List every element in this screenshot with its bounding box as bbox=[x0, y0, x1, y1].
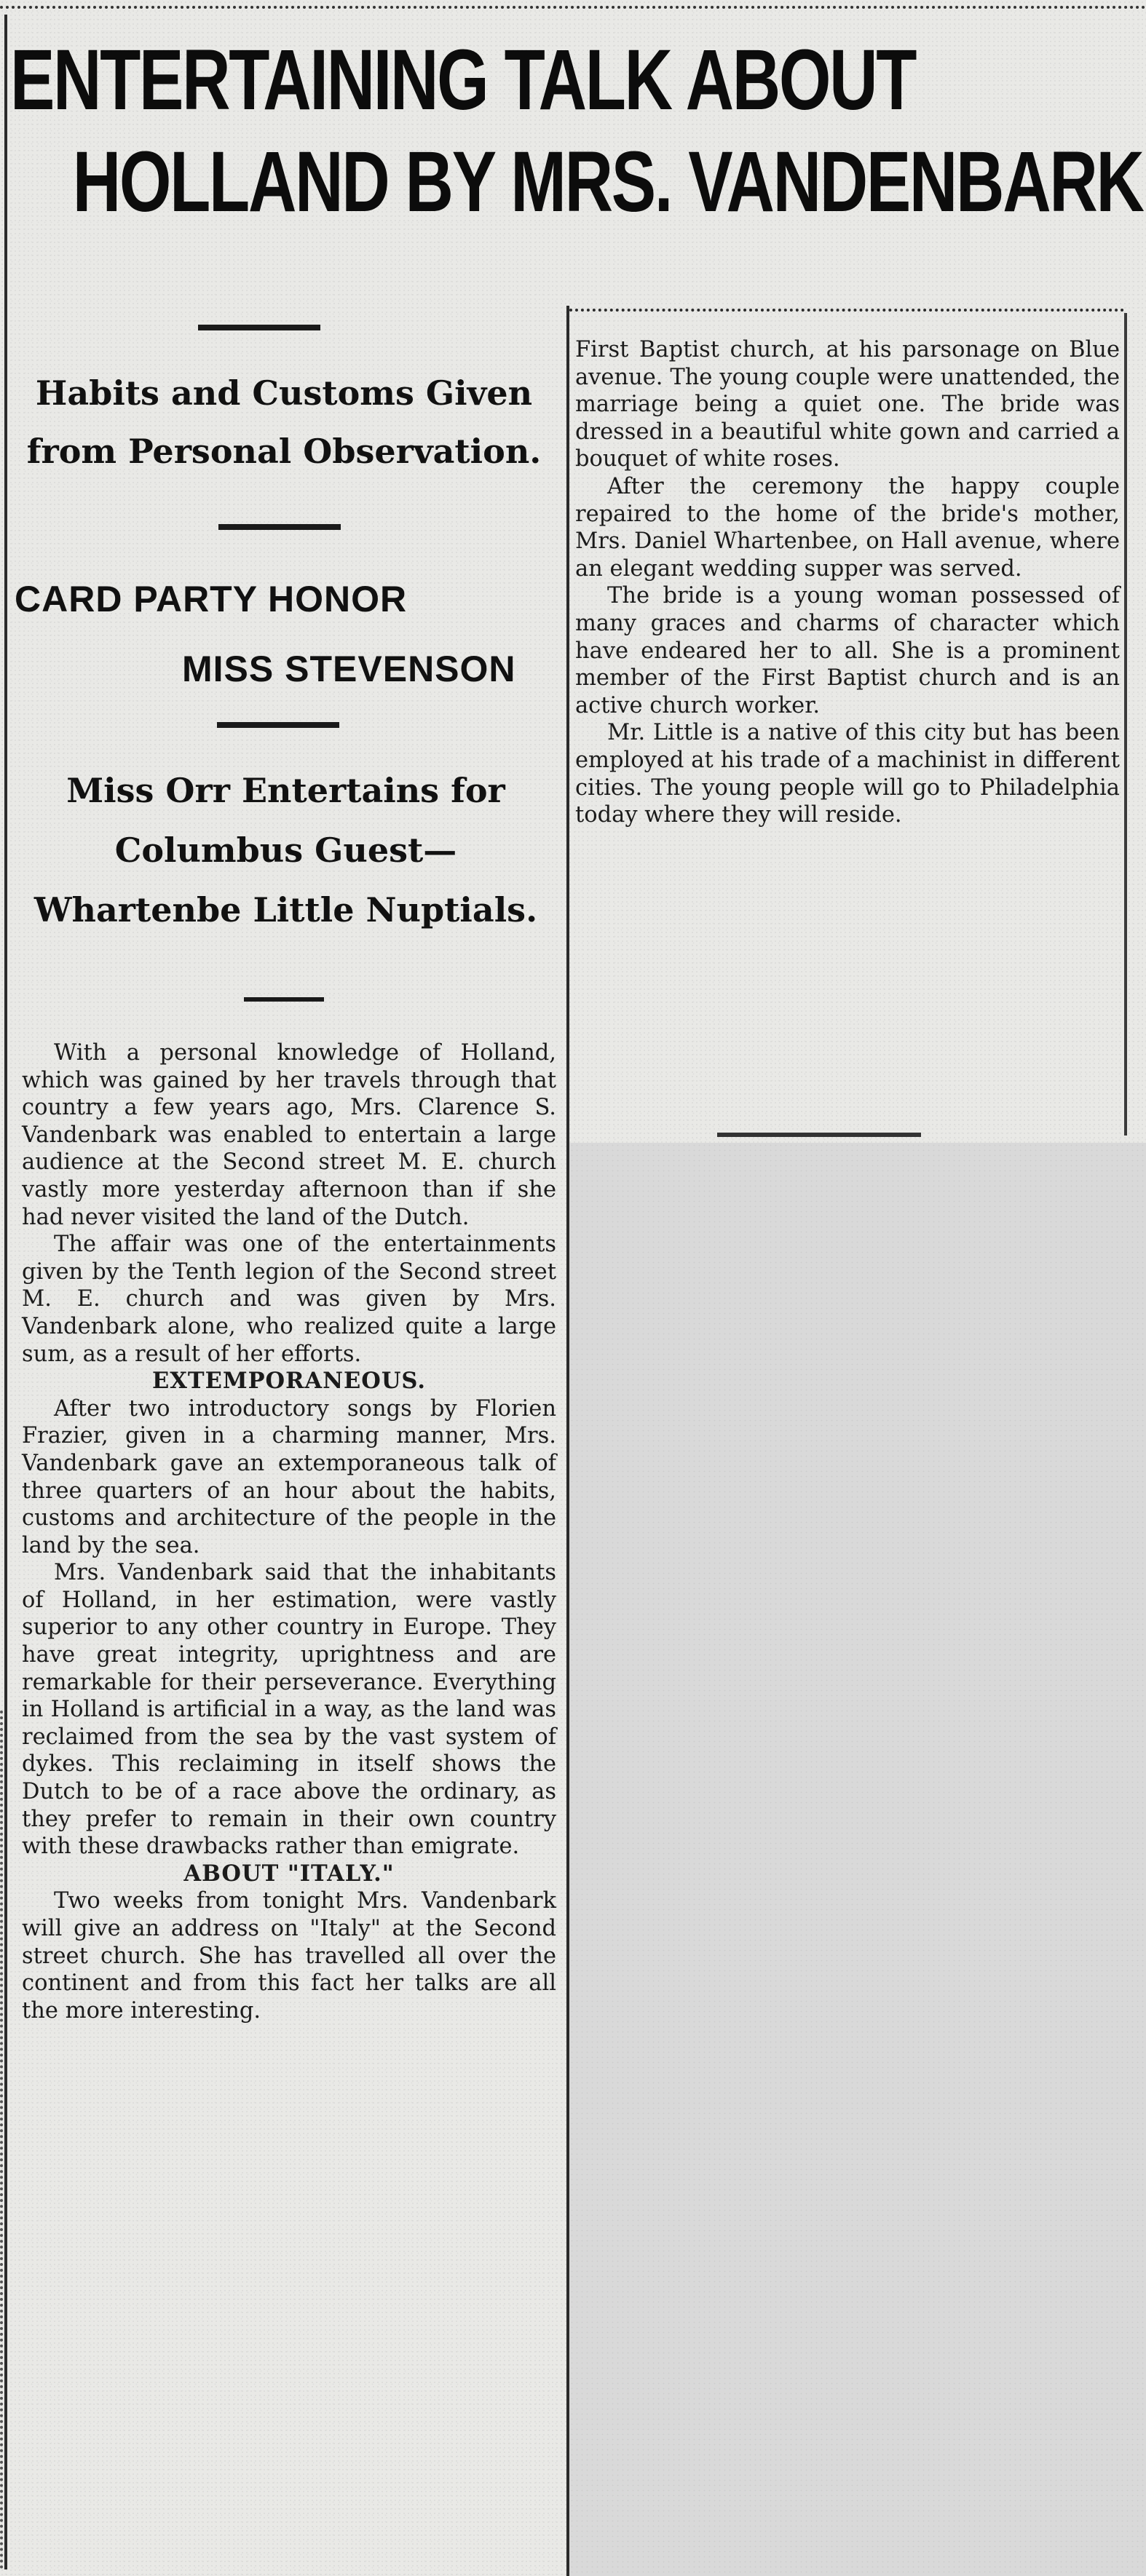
section-subhead: EXTEMPORANEOUS. bbox=[152, 1368, 426, 1395]
deck-card-party bbox=[15, 564, 516, 704]
left-column-body bbox=[22, 1039, 556, 2024]
separator-rule bbox=[244, 997, 324, 1002]
paragraph: Mrs. Vandenbark said that the inhabitants of Holland, in her estimation, were vastly superior to any other country in Europe. They have great integrity, uprightness and are remarkable for their perseverance. Everything in Holland is artificial in a way, as the land was reclaimed from the sea by the vast system of dykes. This reclaiming in itself shows the Dutch to be of a race above the ordinary, as they prefer to remain in their own country with these drawbacks rather than emigrate. bbox=[22, 1560, 556, 1860]
deck-miss-orr: Miss Orr Entertains for Columbus Guest—Whartenbe Little Nuptials. bbox=[33, 771, 538, 930]
top-border-rule bbox=[0, 6, 1146, 16]
right-column-body bbox=[575, 336, 1120, 829]
separator-rule bbox=[198, 325, 320, 330]
blank-clipping-area bbox=[569, 1143, 1146, 2576]
headline-line-2: HOLLAND BY MRS. VANDENBARK bbox=[72, 134, 1143, 230]
deck-card-party-line-1: CARD PARTY HONOR bbox=[15, 579, 408, 619]
right-column-top-rule bbox=[569, 309, 1124, 317]
paragraph: Two weeks from tonight Mrs. Vandenbark will give an address on "Italy" at the Second street church. She has travelled all over the continent and from this fact her talks are all the more interesting. bbox=[22, 1888, 556, 2024]
paragraph: After two introductory songs by Florien Frazier, given in a charming manner, Mrs. Vandenbark gave an extemporaneous talk of three quarters of an hour about the habits, customs and architecture of the people in the land by the sea. bbox=[22, 1395, 556, 1558]
paragraph: The bride is a young woman possessed of many graces and charms of character which have endeared her to all. She is a prominent member of the First Baptist church and is an active church worker. bbox=[575, 583, 1120, 718]
paragraph: After the ceremony the happy couple repaired to the home of the bride's mother, Mrs. Daniel Whartenbee, on Hall avenue, where an elegant wedding supper was served. bbox=[575, 473, 1120, 582]
section-subhead: ABOUT "ITALY." bbox=[183, 1860, 395, 1887]
separator-rule bbox=[217, 722, 339, 728]
edge-specks bbox=[0, 1711, 7, 2569]
separator-rule bbox=[218, 524, 341, 530]
right-border-rule bbox=[1124, 313, 1127, 1136]
deck-card-party-line-2: MISS STEVENSON bbox=[182, 649, 516, 689]
end-rule bbox=[717, 1133, 921, 1137]
headline bbox=[10, 29, 1143, 233]
paragraph: The affair was one of the entertainments given by the Tenth legion of the Second street M. E. church and was given by Mrs. Vandenbark alone, who realized quite a large sum, as a result of her efforts. bbox=[22, 1232, 556, 1367]
paragraph: With a personal knowledge of Holland, which was gained by her travels through that country a few years ago, Mrs. Clarence S. Vandenbark was enabled to entertain a large audience at the Second street M. E. church vastly more yesterday afternoon than if she had never visited the land of the Dutch. bbox=[22, 1040, 556, 1230]
deck-habits-customs: Habits and Customs Given from Personal Observation. bbox=[26, 373, 542, 471]
headline-line-1: ENTERTAINING TALK ABOUT bbox=[10, 32, 916, 128]
paragraph: Mr. Little is a native of this city but has been employed at his trade of a machinist in different cities. The young people will go to Philadelphia today where they will reside. bbox=[575, 720, 1120, 828]
paragraph: First Baptist church, at his parsonage on Blue avenue. The young couple were unattended, the marriage being a quiet one. The bride was dressed in a beautiful white gown and carried a bouquet of white roses. bbox=[575, 337, 1120, 472]
